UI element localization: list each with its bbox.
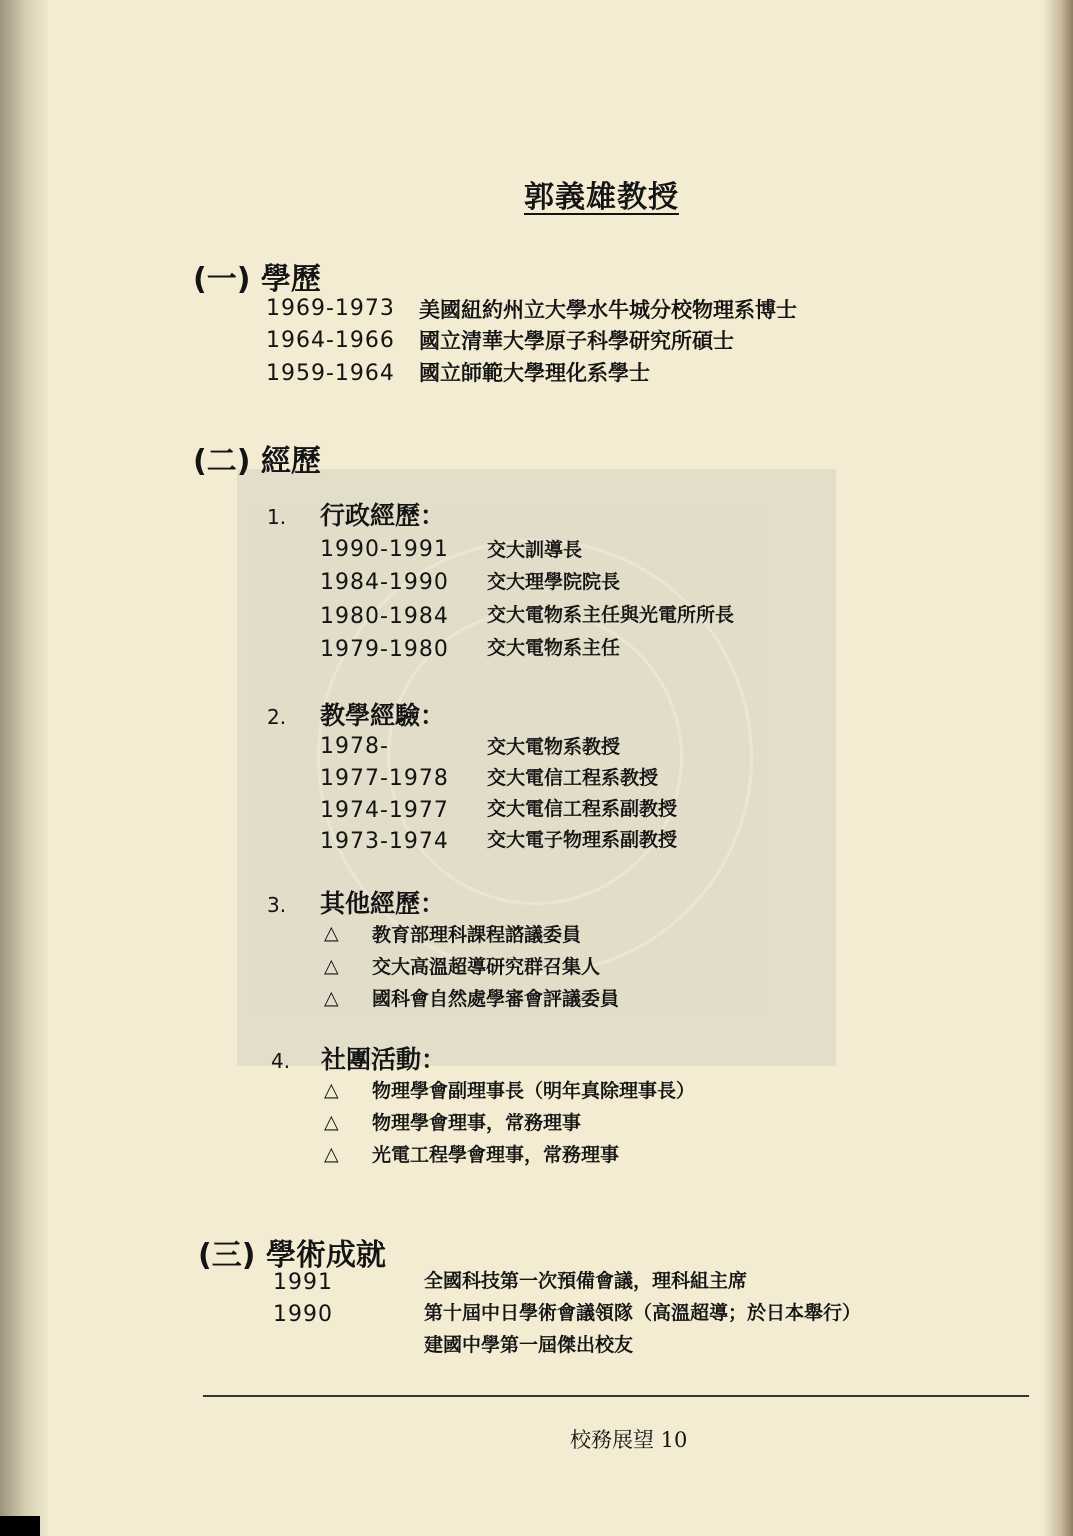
education-heading: (一) 學歷: [193, 262, 321, 297]
edu-year-3: 1959-1964: [266, 361, 395, 386]
societies-bullet-3: △: [324, 1143, 339, 1165]
edu-year-1: 1969-1973: [266, 296, 395, 321]
admin-text-1: 交大訓導長: [487, 539, 583, 561]
teaching-number: 2.: [267, 705, 287, 729]
page-edge-right: [1043, 0, 1073, 1536]
academic-heading: (三) 學術成就: [198, 1238, 386, 1273]
societies-bullet-2: △: [324, 1111, 339, 1133]
academic-text-2: 第十屆中日學術會議領隊（高溫超導；於日本舉行）: [424, 1302, 862, 1324]
scan-corner: [0, 1516, 40, 1536]
teaching-year-1: 1978-: [320, 734, 389, 759]
teaching-year-4: 1973-1974: [320, 829, 449, 854]
edu-year-2: 1964-1966: [266, 328, 395, 353]
footer-page-label: 校務展望 10: [570, 1428, 688, 1452]
page-title: 郭義雄教授: [524, 180, 679, 215]
teaching-text-4: 交大電子物理系副教授: [487, 829, 678, 851]
other-label: 其他經歷：: [320, 889, 446, 918]
other-text-3: 國科會自然處學審會評議委員: [372, 988, 620, 1010]
admin-year-3: 1980-1984: [320, 604, 449, 629]
admin-text-4: 交大電物系主任: [487, 637, 621, 659]
societies-bullet-1: △: [324, 1079, 339, 1101]
other-bullet-2: △: [324, 955, 339, 977]
admin-label: 行政經歷：: [320, 501, 446, 530]
admin-number: 1.: [267, 505, 287, 529]
teaching-text-1: 交大電物系教授: [487, 736, 621, 758]
academic-year-2: 1990: [273, 1302, 333, 1327]
other-text-2: 交大高溫超導研究群召集人: [372, 956, 601, 978]
societies-label: 社團活動：: [321, 1045, 447, 1074]
other-number: 3.: [267, 893, 287, 917]
experience-heading: (二) 經歷: [193, 444, 321, 479]
admin-year-2: 1984-1990: [320, 570, 449, 595]
academic-text-3: 建國中學第一屆傑出校友: [424, 1334, 634, 1356]
teaching-label: 教學經驗：: [320, 701, 446, 730]
teaching-text-2: 交大電信工程系教授: [487, 767, 659, 789]
teaching-text-3: 交大電信工程系副教授: [487, 798, 678, 820]
other-text-1: 教育部理科課程諮議委員: [372, 924, 582, 946]
societies-text-1: 物理學會副理事長（明年真除理事長）: [372, 1080, 696, 1102]
admin-text-2: 交大理學院院長: [487, 571, 621, 593]
edu-text-3: 國立師範大學理化系學士: [419, 360, 650, 385]
edu-text-2: 國立清華大學原子科學研究所碩士: [419, 328, 734, 353]
admin-year-4: 1979-1980: [320, 637, 449, 662]
teaching-year-2: 1977-1978: [320, 766, 449, 791]
page-edge-left: [0, 0, 48, 1536]
admin-year-1: 1990-1991: [320, 537, 449, 562]
academic-text-1: 全國科技第一次預備會議，理科組主席: [424, 1270, 748, 1292]
other-bullet-3: △: [324, 987, 339, 1009]
footer-rule: [203, 1395, 1029, 1397]
societies-text-3: 光電工程學會理事，常務理事: [372, 1144, 620, 1166]
edu-text-1: 美國紐約州立大學水牛城分校物理系博士: [419, 297, 797, 322]
admin-text-3: 交大電物系主任與光電所所長: [487, 604, 735, 626]
societies-number: 4.: [271, 1049, 291, 1073]
societies-text-2: 物理學會理事，常務理事: [372, 1112, 582, 1134]
teaching-year-3: 1974-1977: [320, 798, 449, 823]
academic-year-1: 1991: [273, 1270, 333, 1295]
other-bullet-1: △: [324, 922, 339, 944]
